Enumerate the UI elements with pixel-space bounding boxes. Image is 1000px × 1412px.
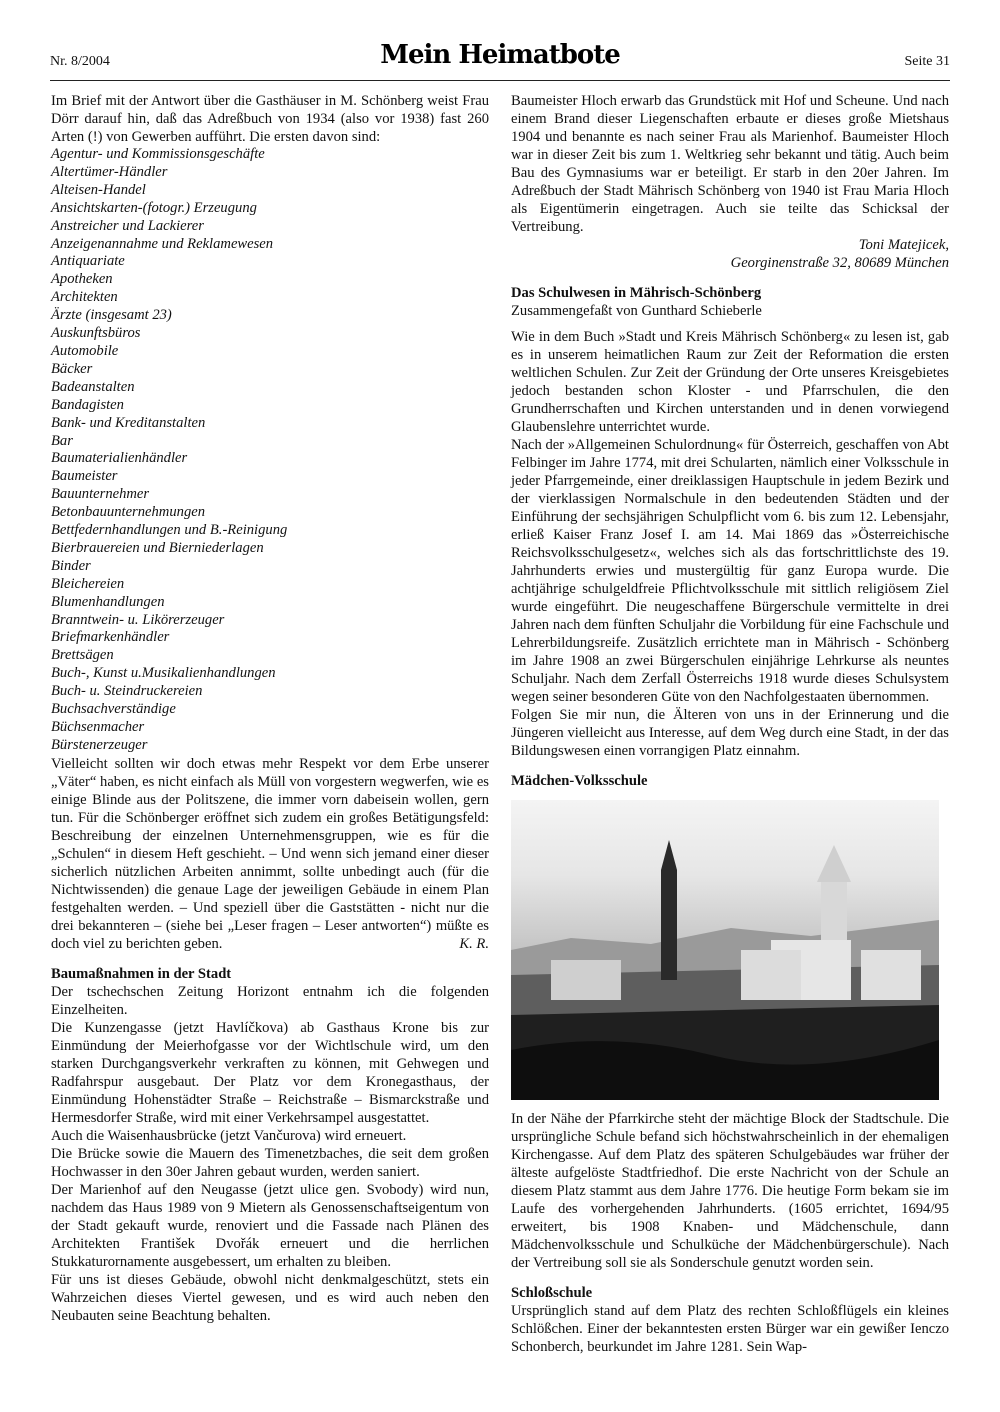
trade-list-item: Altertümer-Händler (51, 163, 168, 180)
masthead-logo: Mein Heimatbote (380, 40, 620, 70)
trade-list-item: Badeanstalten (51, 378, 135, 395)
schule-paragraph: Wie in dem Buch »Stadt und Kreis Mährisch Schönberg« zu lesen ist, gab es in unserem heimatlichen Raum zur Zeit der Reformation die ersten weltlichen Schulen. Zur Zeit der Gründung der Orte unseres Kreisgebietes jedoch bestanden schon Kloster - und Pfarrschulen, die den Grundherrschaften und Kirchen unterstanden und in denen vorwiegend Glaubenslehre unterrichtet wurde. (511, 329, 949, 435)
trade-list-item: Bleichereien (51, 575, 125, 592)
trade-list-item: Briefmarkenhändler (51, 629, 170, 646)
header-rule (50, 80, 950, 81)
author-address: Georginenstraße 32, 80689 München (730, 255, 949, 271)
compiled-by: Zusammengefaßt von Gunthard Schieberle (511, 303, 762, 319)
bau-paragraph: Der tschechschen Zeitung Horizont entnahm ich die folgenden Einzelheiten. (51, 983, 489, 1018)
trade-list-item: Branntwein- u. Likörerzeuger (51, 611, 225, 628)
trade-list-item: Brettsägen (51, 647, 114, 664)
trade-list-item: Baumeister (51, 468, 118, 485)
trade-list-item: Bauunternehmer (51, 486, 150, 503)
heading-baumassnahmen: Baumaßnahmen in der Stadt (51, 965, 232, 982)
bau-paragraph: Auch die Waisenhausbrücke (jetzt Vančurova) wird erneuert. (51, 1127, 407, 1144)
trade-list-item: Agentur- und Kommissionsgeschäfte (51, 146, 265, 162)
trade-list-item: Automobile (51, 342, 119, 359)
closing-paragraph: Vielleicht sollten wir doch etwas mehr Respekt vor dem Erbe unserer „Väter“ haben, es nicht einfach als Müll von vorgestern wegwerfen, wie es einige Blinde aus der Politszene, die immer vorn dabeisein wollen, gern tun. Für die Schönberger eröffnet sich zudem ein großes Betätigungsfeld: Beschreibung der einzelnen Unternehmensgruppen, wie es für die „Schulen“ in diesem Heft geschieht. – Und wenn sich jemand einer dieser sicherlich nützlichen Arbeiten annimmt, sollte unbedingt auch (für die Nichtwissenden) die genaue Lage der jeweiligen Gebäude in einem Plan festgehalten werden. – Und speziell über die Gaststätten - nicht nur die drei bekannteren – (siehe bei „Leser fragen – Leser antworten“) müßte es doch viel zu berichten geben. (51, 755, 489, 952)
trade-list-item: Binder (51, 557, 91, 574)
trade-list-item: Buch-, Kunst u.Musikalienhandlungen (51, 665, 276, 682)
trade-list-item: Bank- und Kreditanstalten (51, 414, 206, 431)
trade-list-item: Bar (51, 432, 73, 449)
author-name: Toni Matejicek, (858, 237, 949, 253)
trade-list-item: Bierbrauereien und Bierniederlagen (51, 539, 264, 556)
schloss-paragraph: Ursprünglich stand auf dem Platz des rechten Schloßflügels ein kleines Schlößchen. Einer der bekanntesten ersten Bürger war ein gewißer Ienczo Schonberch, beurkundet im Jahre 1281. Sein Wap- (511, 1303, 949, 1355)
trade-list-item: Anstreicher und Lackierer (51, 217, 204, 234)
trade-list-item: Alteisen-Handel (51, 181, 146, 198)
trade-list-item: Apotheken (51, 271, 113, 288)
trade-list-item: Baumaterialienhändler (51, 450, 188, 467)
closing-signature: K. R. (459, 935, 489, 952)
town-photo-illustration (511, 800, 939, 1100)
bau-paragraph: Die Brücke sowie die Mauern des Timenetzbaches, die seit dem großen Hochwasser in den 30er Jahren gebaut wurden, werden saniert. (51, 1145, 489, 1180)
page-header (50, 38, 950, 82)
trade-list (51, 146, 489, 755)
page-number: Seite 31 (904, 54, 950, 69)
trade-list-item: Bettfedernhandlungen und B.-Reinigung (51, 522, 288, 539)
bau-paragraph: Für uns ist dieses Gebäude, obwohl nicht denkmalgeschützt, stets ein Wahrzeichen dieses Viertel gewesen, und es wird auch neben den Neubauten seine Beachtung behalten. (51, 1271, 489, 1324)
trade-list-item: Bürstenerzeuger (51, 736, 148, 753)
trade-list-item: Bandagisten (51, 396, 124, 413)
left-column (51, 92, 489, 1325)
heading-maedchen-volksschule: Mädchen-Volksschule (511, 773, 648, 789)
trade-list-item: Buchsachverständige (51, 701, 176, 718)
marienhof-paragraph: Baumeister Hloch erwarb das Grundstück mit Hof und Scheune. Und nach einem Brand dieser Liegenschaften erbaute er dieses große Mietshaus 1904 und benannte es nach seiner Frau als Marienhof. Baumeister Hloch war in dieser Zeit bis zum 1. Weltkrieg sehr bekannt und tätig. Auch beim Bau des Gymnasiums war er beteiligt. Er starb in den 20er Jahren. Im Adreßbuch der Stadt Mährisch Schönberg von 1940 ist Frau Maria Hloch als Eigentümerin eingetragen. Auch sie teilte das Schicksal der Vertreibung. (511, 93, 949, 235)
trade-list-item: Büchsenmacher (51, 719, 145, 735)
right-column (511, 92, 949, 1356)
town-photo (511, 800, 939, 1100)
bau-paragraph: Der Marienhof auf den Neugasse (jetzt ulice gen. Svobody) wird nun, nachdem das Haus 1989 von 9 Mietern als Genossenschaftseigentum von der Stadt gekauft wurde, renoviert und die Fassade nach Plänen des Architekten František Dvořák erneuert und die herrlichen Stukkaturornamente ausgebessert, um erhalten zu bleiben. (51, 1181, 489, 1270)
trade-list-item: Anzeigenannahme und Reklamewesen (51, 235, 274, 252)
marienhof-signature (511, 236, 949, 254)
trade-list-item: Antiquariate (51, 253, 125, 270)
trade-list-item: Buch- u. Steindruckereien (51, 683, 203, 700)
schule-paragraph: Folgen Sie mir nun, die Älteren von uns in der Erinnerung und die Jüngeren vielleicht aus Interesse, auf dem Weg durch eine Stadt, in der das Bildungswesen einen vorrangigen Platz einnahm. (511, 707, 949, 759)
trade-list-item: Auskunftsbüros (51, 325, 141, 342)
trade-list-item: Architekten (51, 289, 118, 306)
schule-paragraph: Nach der »Allgemeinen Schulordnung« für Österreich, geschaffen von Abt Felbinger im Jahre 1774, mit drei Schularten, nämlich einer Volksschule in jeder Pfarrgemeinde, einer dreiklassigen Hauptschule in jedem Bezirk und der vierklassigen Normalschule in den bedeutenden Städten und der Einführung der sechsjährigen Schulpflicht vom 6. bis zum 12. Lebensjahr, erließ Kaiser Franz Josef I. am 14. Mai 1869 das »Österreichische Reichsvolksschulgesetz«, welches sich als das fortschrittlichste des 19. Jahrhunderts erwies und mustergültig für ganz Europa wurde. Die achtjährige schulgeldfreie Pflichtvolksschule mit sittlich religiösem Ziel wurde eingeführt. Die neugeschaffene Bürgerschule vermittelte in drei Jahren nach dem fünften Schuljahr die Vorbildung für eine Fachschule und Lehrerbildungsreife. Zusätzlich errichtete man in Mährisch - Schönberg im Jahre 1908 an zwei Bürgerschulen einjährige Lehrkurse als neuntes Schuljahr. Nach dem Zerfall Österreichs 1918 wurde dieses Schulsystem wegen seiner besonderen Güte von den Nachfolgestaaten übernommen. (511, 437, 949, 705)
trade-list-item: Betonbauunternehmungen (51, 504, 206, 521)
heading-schlossschule: Schloßschule (511, 1285, 593, 1301)
trade-list-item: Ansichtskarten-(fotogr.) Erzeugung (51, 199, 257, 216)
intro-paragraph: Im Brief mit der Antwort über die Gasthäuser in M. Schönberg weist Frau Dörr darauf hin, daß das Adreßbuch von 1934 (also vor 1938) fast 260 Arten (!) von Gewerben aufführt. Die ersten davon sind: (51, 93, 489, 145)
trade-list-item: Bäcker (51, 360, 93, 377)
bau-paragraph: Die Kunzengasse (jetzt Havlíčkova) ab Gasthaus Krone bis zur Einmündung der Meierhofgasse vor der Wichtlschule wird, um den starken Durchgangsverkehr verkraften zu können, mit Gehwegen und Radfahrspur ausgebaut. Der Platz vor dem Kronegasthaus, der Einmündung Hohenstädter Straße – Reichstraße – Bismarckstraße und Hermesdorfer Straße, wird mit einer Verkehrsampel ausgestattet. (51, 1019, 489, 1126)
trade-list-item: Blumenhandlungen (51, 593, 165, 610)
issue-number: Nr. 8/2004 (50, 54, 110, 69)
maedchen-paragraph: In der Nähe der Pfarrkirche steht der mächtige Block der Stadtschule. Die ursprüngliche Schule befand sich höchstwahrscheinlich in der ehemaligen Kirchengasse. Auf dem Platz des späteren Schulgebäudes war früher der älteste aufgelöste Stadtfriedhof. Die erste Nachricht von der Schule an diesem Platz stammt aus dem Jahre 1776. Die heutige Form bekam sie im Laufe des vorhergehenden Jahrhunderts. (1605 errichtet, 1694/95 erweitert, bis 1908 Knaben- und Mädchenschule, dann Mädchenvolksschule und Schulküche der Mädchenbürgerschule). Nach der Vertreibung soll sie als Sonderschule genutzt worden sein. (511, 1111, 949, 1271)
trade-list-item: Ärzte (insgesamt 23) (51, 307, 172, 324)
heading-schulwesen: Das Schulwesen in Mährisch-Schönberg (511, 285, 762, 301)
